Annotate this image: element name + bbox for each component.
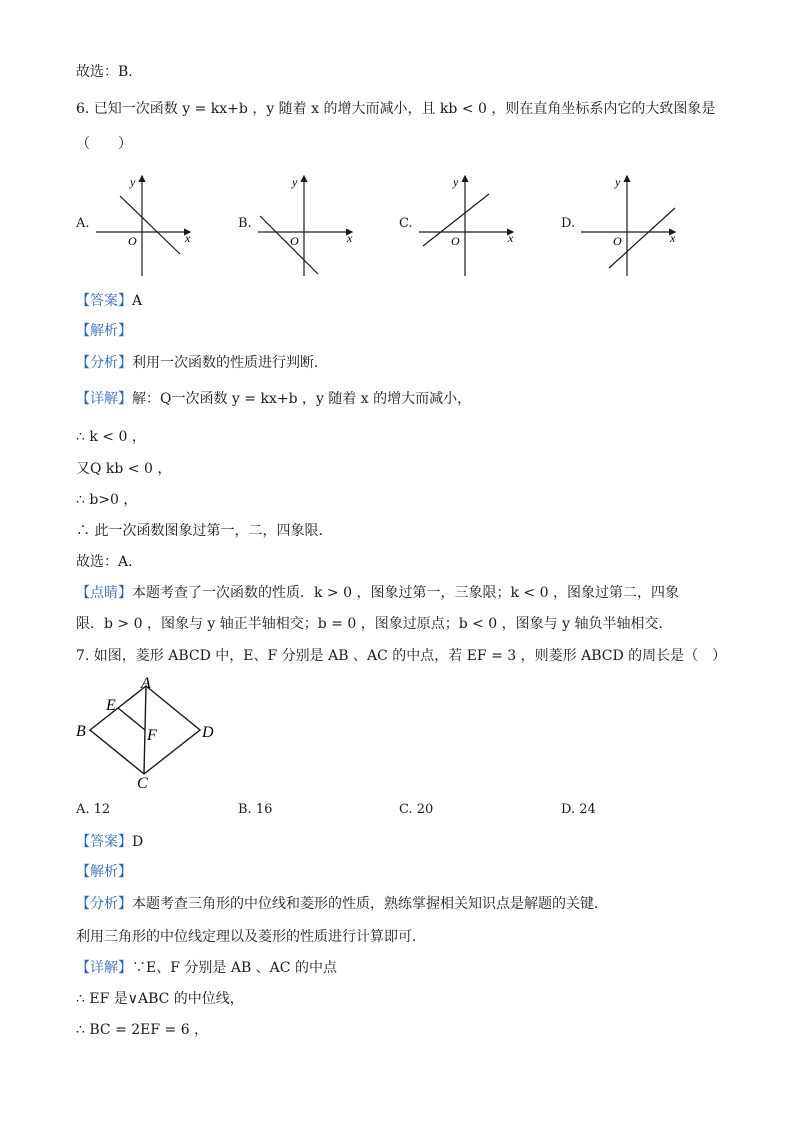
answer-value: A	[132, 293, 143, 309]
point-a-label: A	[141, 675, 151, 692]
option-d-label: D.	[561, 216, 576, 231]
option-a-graph	[90, 170, 200, 284]
fenxi-6: 【分析】利用一次函数的性质进行判断．	[76, 355, 328, 371]
point-c-label: C	[137, 775, 148, 792]
segment-ef	[118, 708, 145, 730]
choice-c: C. 20	[399, 802, 434, 817]
analysis-7-heading: 【解析】	[76, 864, 132, 880]
point-f-label: F	[147, 727, 157, 744]
question-6-stem: 6. 已知一次函数 y = kx+b ，y 随着 x 的增大而减小，且 kb < 0 ，则在直角坐标系内它的大致图象是	[76, 101, 716, 117]
option-a-label: A.	[76, 216, 90, 231]
step-1: ∴ k < 0 ，	[76, 429, 146, 445]
analysis-6-heading: 【解析】	[76, 323, 132, 339]
dianjing-6-line1: 【点睛】本题考查了一次函数的性质．k > 0 ，图象过第一，三象限；k < 0 ，图象过第二，四象	[76, 585, 679, 601]
choice-b: B. 16	[238, 802, 273, 817]
x-label: x	[670, 231, 676, 245]
choice-d: D. 24	[561, 802, 596, 817]
origin-label: O	[613, 234, 622, 248]
answer-tag: 【答案】	[76, 293, 132, 309]
point-e-label: E	[106, 697, 116, 714]
answer-6	[76, 291, 142, 311]
option-b-graph	[252, 170, 362, 284]
point-d-label: D	[202, 724, 214, 741]
choice-a: A. 12	[76, 802, 111, 817]
x-label: x	[508, 231, 514, 245]
xiangjie-7: 【详解】∵E、F 分别是 AB 、AC 的中点	[76, 960, 337, 976]
fenxi-7-line2: 利用三角形的中位线定理以及菱形的性质进行计算即可．	[76, 929, 426, 945]
option-d-graph	[575, 170, 685, 284]
step-7-2: ∴ BC = 2EF = 6 ，	[76, 1022, 209, 1038]
answer-7: 【答案】D	[76, 834, 144, 850]
y-label: y	[292, 175, 298, 189]
step-7-1: ∴ EF 是∨ABC 的中位线，	[76, 991, 244, 1007]
y-label: y	[615, 175, 621, 189]
option-c-graph	[413, 170, 523, 284]
step-5: 故选：A．	[76, 554, 143, 570]
origin-label: O	[290, 234, 299, 248]
function-line	[260, 216, 318, 274]
origin-label: O	[451, 234, 460, 248]
dianjing-6-line2: 限．b > 0 ，图象与 y 轴正半轴相交；b = 0 ，图象过原点；b < 0 ，图象与 y 轴负半轴相交．	[76, 616, 673, 632]
option-c-label: C.	[399, 216, 413, 231]
y-label: y	[130, 175, 136, 189]
xiangjie-6: 【详解】解：Q一次函数 y = kx+b ，y 随着 x 的增大而减小，	[76, 391, 472, 407]
prev-answer-line: 故选：B．	[76, 64, 143, 80]
step-3: ∴ b>0 ，	[76, 492, 138, 508]
origin-label: O	[128, 234, 137, 248]
step-4: ∴ 此一次函数图象过第一，二，四象限．	[76, 523, 333, 539]
step-2: 又Q kb < 0 ，	[76, 461, 172, 477]
rhombus-figure	[70, 672, 230, 801]
fenxi-7: 【分析】本题考查三角形的中位线和菱形的性质，熟练掌握相关知识点是解题的关键．	[76, 896, 608, 912]
x-label: x	[185, 231, 191, 245]
question-6-bracket: （ ）	[76, 136, 132, 152]
option-b-label: B.	[238, 216, 252, 231]
point-b-label: B	[76, 723, 86, 740]
x-label: x	[347, 231, 353, 245]
question-7-stem: 7. 如图，菱形 ABCD 中，E、F 分别是 AB 、AC 的中点，若 EF = 3 ，则菱形 ABCD 的周长是（ ）	[76, 648, 727, 664]
y-label: y	[453, 175, 459, 189]
